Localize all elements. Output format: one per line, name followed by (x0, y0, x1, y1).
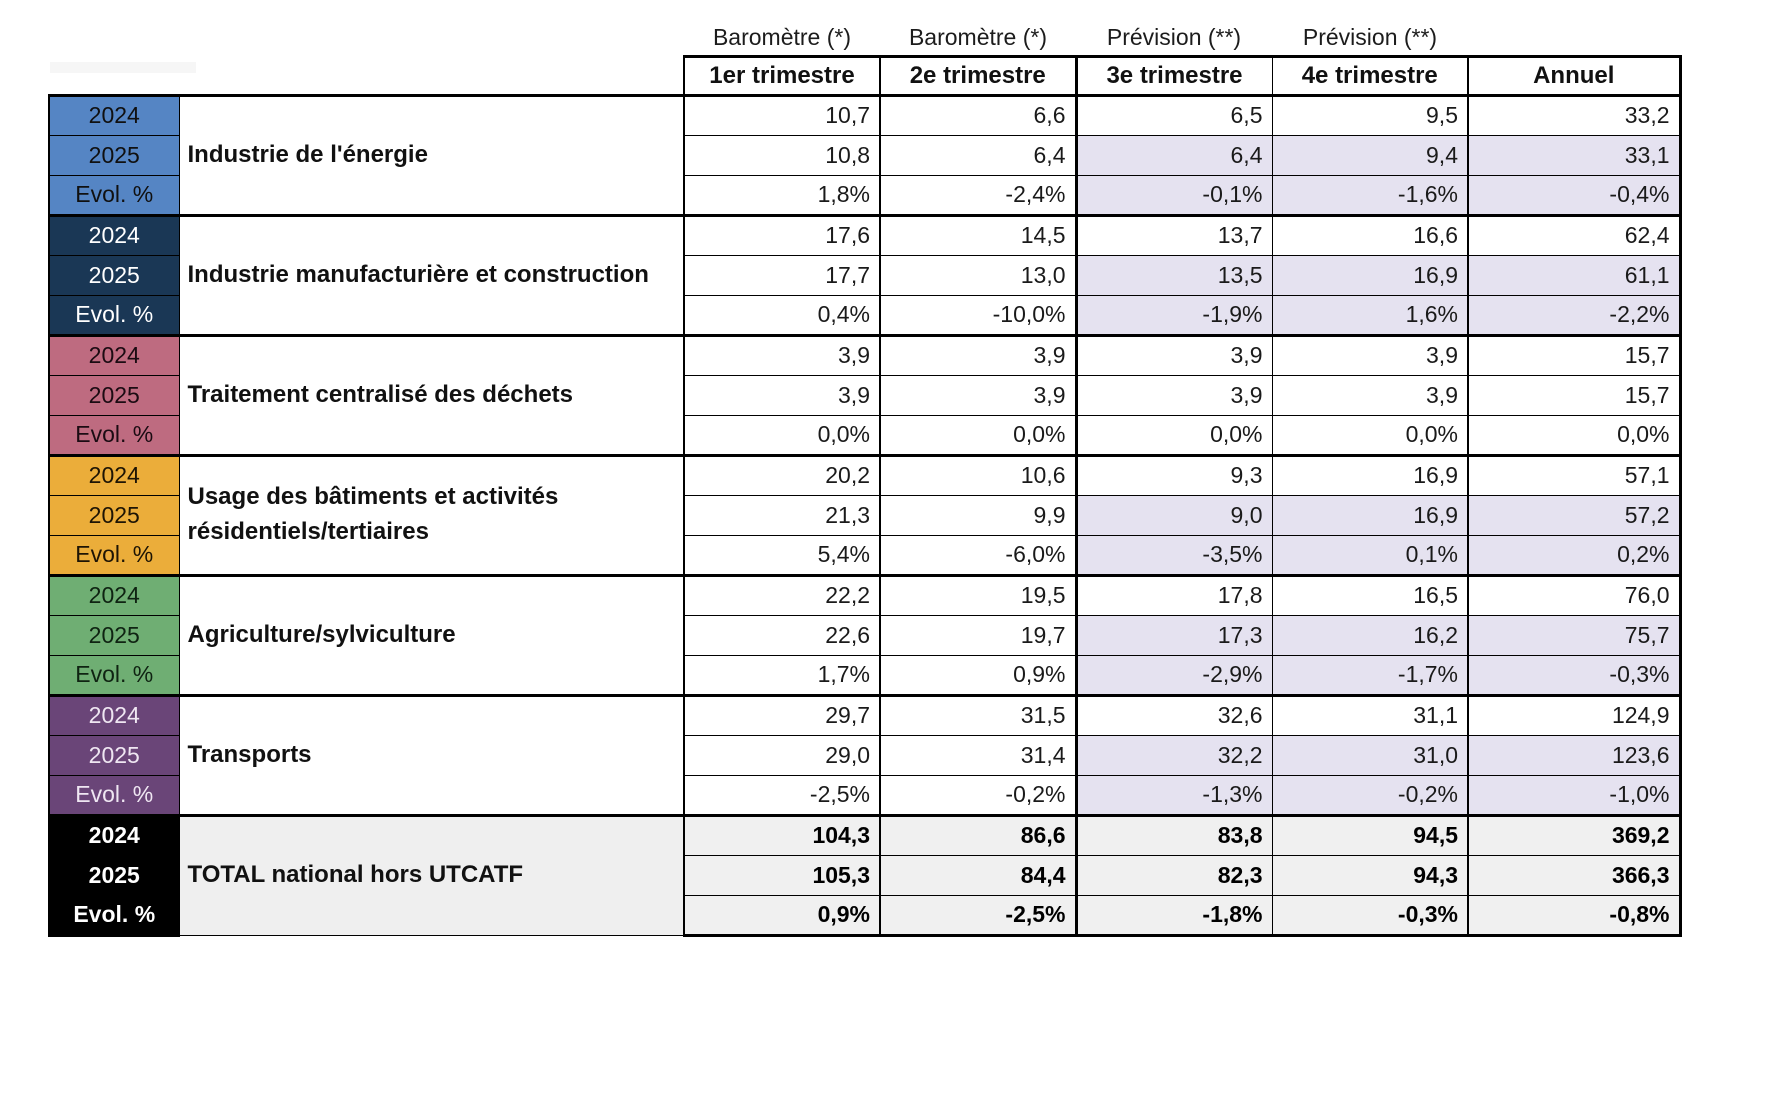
value-cell: 9,4 (1272, 135, 1468, 175)
value-cell: 1,8% (684, 175, 880, 215)
year-label-cell: 2024 (49, 815, 179, 855)
year-label-cell: 2025 (49, 855, 179, 895)
value-cell: 17,3 (1076, 615, 1272, 655)
value-cell: 13,0 (880, 255, 1076, 295)
value-cell: 1,6% (1272, 295, 1468, 335)
value-cell: 31,4 (880, 735, 1076, 775)
value-cell: 0,0% (880, 415, 1076, 455)
sector-name-cell: Industrie de l'énergie (179, 95, 684, 215)
value-cell: -1,6% (1272, 175, 1468, 215)
year-label-cell: 2024 (49, 455, 179, 495)
emissions-table (48, 20, 1682, 937)
value-cell: 10,7 (684, 95, 880, 135)
value-cell: 33,2 (1468, 95, 1680, 135)
value-cell: 0,4% (684, 295, 880, 335)
value-cell: -2,4% (880, 175, 1076, 215)
table-row (49, 815, 1680, 855)
top-right-spacer (1468, 20, 1680, 56)
value-cell: -1,3% (1076, 775, 1272, 815)
group-label-row (49, 20, 1680, 56)
value-cell: 9,9 (880, 495, 1076, 535)
table-row (49, 575, 1680, 615)
value-cell: 123,6 (1468, 735, 1680, 775)
value-cell: 20,2 (684, 455, 880, 495)
year-label-cell: 2025 (49, 615, 179, 655)
value-cell: 0,0% (1076, 415, 1272, 455)
table-row (49, 215, 1680, 255)
value-cell: 57,2 (1468, 495, 1680, 535)
value-cell: 32,6 (1076, 695, 1272, 735)
value-cell: 19,7 (880, 615, 1076, 655)
value-cell: 76,0 (1468, 575, 1680, 615)
value-cell: 15,7 (1468, 375, 1680, 415)
value-cell: 22,6 (684, 615, 880, 655)
value-cell: 29,7 (684, 695, 880, 735)
value-cell: -2,5% (880, 895, 1076, 935)
value-cell: -3,5% (1076, 535, 1272, 575)
column-header-q1: 1er trimestre (684, 56, 880, 95)
value-cell: 75,7 (1468, 615, 1680, 655)
value-cell: 124,9 (1468, 695, 1680, 735)
year-label-cell: 2025 (49, 135, 179, 175)
value-cell: -0,8% (1468, 895, 1680, 935)
value-cell: -2,9% (1076, 655, 1272, 695)
year-label-cell: Evol. % (49, 295, 179, 335)
value-cell: 3,9 (880, 335, 1076, 375)
group-label-prevision-1: Prévision (**) (1106, 23, 1242, 50)
value-cell: 10,6 (880, 455, 1076, 495)
sector-name-cell: Agriculture/sylviculture (179, 575, 684, 695)
group-label-prevision-2: Prévision (**) (1302, 23, 1438, 50)
value-cell: -1,0% (1468, 775, 1680, 815)
value-cell: 31,0 (1272, 735, 1468, 775)
column-header-row (49, 56, 1680, 95)
value-cell: 0,9% (880, 655, 1076, 695)
value-cell: -0,2% (880, 775, 1076, 815)
year-label-cell: 2024 (49, 95, 179, 135)
sector-name-cell: Transports (179, 695, 684, 815)
column-header-q4: 4e trimestre (1272, 56, 1468, 95)
value-cell: 83,8 (1076, 815, 1272, 855)
value-cell: 19,5 (880, 575, 1076, 615)
value-cell: 32,2 (1076, 735, 1272, 775)
value-cell: 94,3 (1272, 855, 1468, 895)
value-cell: 86,6 (880, 815, 1076, 855)
value-cell: 57,1 (1468, 455, 1680, 495)
value-cell: 62,4 (1468, 215, 1680, 255)
value-cell: 17,8 (1076, 575, 1272, 615)
value-cell: 3,9 (1272, 335, 1468, 375)
value-cell: 3,9 (1076, 375, 1272, 415)
value-cell: -0,3% (1272, 895, 1468, 935)
year-label-cell: Evol. % (49, 175, 179, 215)
group-label-barometre-2: Baromètre (*) (908, 23, 1048, 50)
year-label-cell: 2025 (49, 255, 179, 295)
value-cell: -2,5% (684, 775, 880, 815)
value-cell: 16,9 (1272, 455, 1468, 495)
value-cell: -0,4% (1468, 175, 1680, 215)
value-cell: -6,0% (880, 535, 1076, 575)
sector-name-cell: Industrie manufacturière et construction (179, 215, 684, 335)
value-cell: 94,5 (1272, 815, 1468, 855)
value-cell: 0,2% (1468, 535, 1680, 575)
year-label-cell: Evol. % (49, 895, 179, 935)
year-label-cell: 2025 (49, 735, 179, 775)
sector-name-cell: TOTAL national hors UTCATF (179, 815, 684, 935)
value-cell: -0,2% (1272, 775, 1468, 815)
table-row (49, 695, 1680, 735)
column-header-q2: 2e trimestre (880, 56, 1076, 95)
year-label-cell: 2025 (49, 375, 179, 415)
year-label-cell: Evol. % (49, 535, 179, 575)
value-cell: 22,2 (684, 575, 880, 615)
value-cell: 16,6 (1272, 215, 1468, 255)
column-header-q3: 3e trimestre (1076, 56, 1272, 95)
top-left-spacer (49, 20, 684, 56)
header-left-spacer (49, 56, 684, 95)
sector-name-cell: Usage des bâtiments et activités résidentiels/tertiaires (179, 455, 684, 575)
value-cell: 17,7 (684, 255, 880, 295)
value-cell: 0,0% (1272, 415, 1468, 455)
sector-name-cell: Traitement centralisé des déchets (179, 335, 684, 455)
table-row (49, 335, 1680, 375)
table-head-rows (49, 20, 1680, 95)
value-cell: -1,8% (1076, 895, 1272, 935)
value-cell: 61,1 (1468, 255, 1680, 295)
year-label-cell: 2024 (49, 575, 179, 615)
value-cell: 6,6 (880, 95, 1076, 135)
value-cell: 105,3 (684, 855, 880, 895)
year-label-cell: 2024 (49, 695, 179, 735)
value-cell: 1,7% (684, 655, 880, 695)
value-cell: 3,9 (1076, 335, 1272, 375)
value-cell: 3,9 (1272, 375, 1468, 415)
value-cell: 6,4 (1076, 135, 1272, 175)
value-cell: 16,5 (1272, 575, 1468, 615)
value-cell: 6,5 (1076, 95, 1272, 135)
value-cell: 3,9 (880, 375, 1076, 415)
value-cell: 84,4 (880, 855, 1076, 895)
table-row (49, 455, 1680, 495)
value-cell: -0,3% (1468, 655, 1680, 695)
year-label-cell: Evol. % (49, 775, 179, 815)
year-label-cell: 2025 (49, 495, 179, 535)
value-cell: 82,3 (1076, 855, 1272, 895)
column-header-annuel: Annuel (1468, 56, 1680, 95)
value-cell: 3,9 (684, 375, 880, 415)
value-cell: 9,0 (1076, 495, 1272, 535)
value-cell: 16,9 (1272, 255, 1468, 295)
value-cell: 0,1% (1272, 535, 1468, 575)
value-cell: 0,0% (684, 415, 880, 455)
value-cell: -2,2% (1468, 295, 1680, 335)
year-label-cell: 2024 (49, 335, 179, 375)
value-cell: 21,3 (684, 495, 880, 535)
value-cell: 3,9 (684, 335, 880, 375)
value-cell: 29,0 (684, 735, 880, 775)
value-cell: 5,4% (684, 535, 880, 575)
value-cell: 33,1 (1468, 135, 1680, 175)
value-cell: 0,9% (684, 895, 880, 935)
value-cell: 13,7 (1076, 215, 1272, 255)
table-row (49, 95, 1680, 135)
value-cell: 16,2 (1272, 615, 1468, 655)
year-label-cell: Evol. % (49, 655, 179, 695)
value-cell: -0,1% (1076, 175, 1272, 215)
value-cell: 10,8 (684, 135, 880, 175)
value-cell: 9,3 (1076, 455, 1272, 495)
value-cell: 6,4 (880, 135, 1076, 175)
value-cell: 31,5 (880, 695, 1076, 735)
value-cell: 17,6 (684, 215, 880, 255)
value-cell: 0,0% (1468, 415, 1680, 455)
year-label-cell: Evol. % (49, 415, 179, 455)
year-label-cell: 2024 (49, 215, 179, 255)
value-cell: 366,3 (1468, 855, 1680, 895)
value-cell: 16,9 (1272, 495, 1468, 535)
value-cell: 9,5 (1272, 95, 1468, 135)
group-label-barometre-1: Baromètre (*) (712, 23, 852, 50)
table-body (49, 95, 1680, 935)
value-cell: -1,7% (1272, 655, 1468, 695)
value-cell: 369,2 (1468, 815, 1680, 855)
value-cell: -1,9% (1076, 295, 1272, 335)
value-cell: 15,7 (1468, 335, 1680, 375)
value-cell: 104,3 (684, 815, 880, 855)
value-cell: 14,5 (880, 215, 1076, 255)
value-cell: 31,1 (1272, 695, 1468, 735)
value-cell: 13,5 (1076, 255, 1272, 295)
value-cell: -10,0% (880, 295, 1076, 335)
